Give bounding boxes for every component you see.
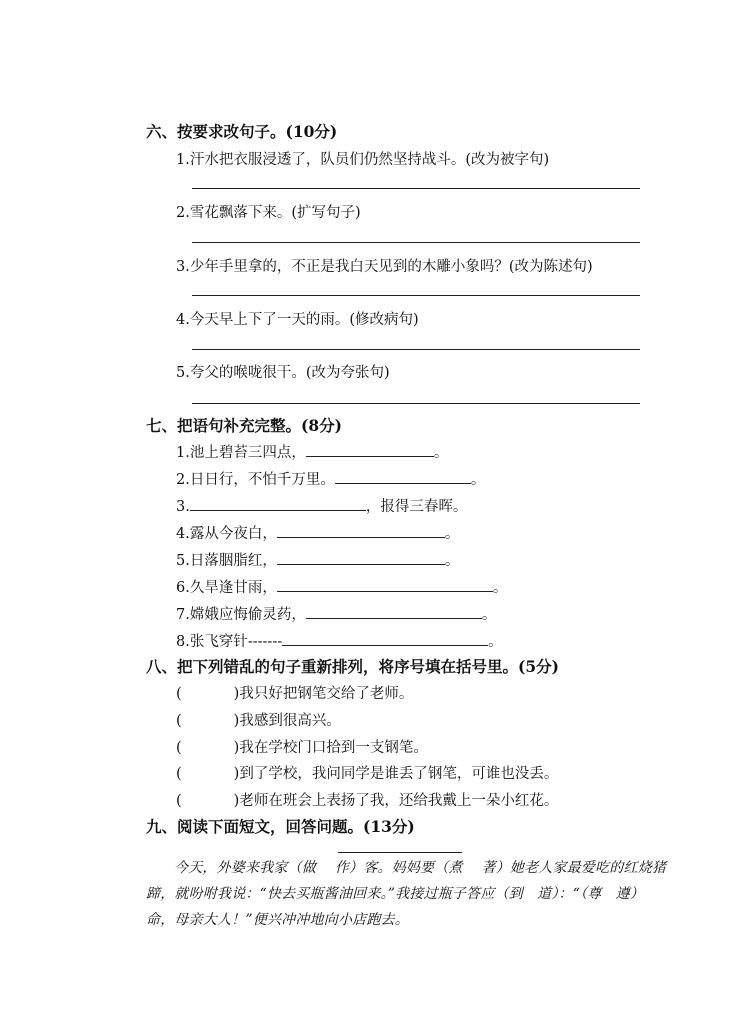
s7-item-3-blank[interactable]	[190, 496, 366, 511]
s8-sentence-5: 老师在班会上表扬了我，还给我戴上一朵小红花。	[239, 793, 559, 809]
s8-item-4	[176, 762, 558, 783]
s7-item-3-end: ，报得三春晖。	[365, 499, 468, 515]
s6-question-2: 2.雪花飘落下来。(扩写句子)	[176, 205, 361, 221]
s8-close-paren: )	[233, 766, 240, 782]
s6-question-5: 5.夸父的喉咙很干。(改为夸张句)	[176, 365, 390, 381]
s8-close-paren: )	[233, 793, 240, 809]
s6-answer-line-4[interactable]	[192, 349, 640, 350]
s7-item-5	[176, 549, 459, 570]
s6-answer-line-5[interactable]	[192, 403, 640, 404]
s8-close-paren: )	[233, 713, 240, 729]
s7-item-4-end: 。	[444, 526, 460, 542]
s7-item-1-end: 。	[433, 445, 449, 461]
section-9-heading: 九、阅读下面短文，回答问题。(13分)	[146, 817, 415, 836]
s7-item-6-end: 。	[492, 580, 508, 596]
s7-item-4-text: 4.露从今夜白，	[176, 526, 277, 542]
s8-item-2	[176, 709, 341, 730]
s7-item-2-text: 2.日日行，不怕千万里。	[176, 472, 335, 488]
s7-item-5-end: 。	[444, 553, 460, 569]
s7-item-8-end: 。	[488, 634, 503, 650]
s8-close-paren: )	[233, 686, 240, 702]
s8-close-paren: )	[233, 740, 240, 756]
s6-answer-line-2[interactable]	[192, 242, 640, 243]
s6-answer-line-3[interactable]	[192, 295, 640, 296]
s7-item-6-blank[interactable]	[277, 577, 493, 592]
s8-open-paren: (	[176, 740, 182, 756]
s8-open-paren: (	[176, 793, 182, 809]
s8-item-3	[176, 736, 428, 757]
s9-reading-passage	[146, 855, 668, 933]
s7-item-3	[176, 495, 467, 516]
s7-item-2-end: 。	[470, 472, 486, 488]
s7-item-1-blank[interactable]	[306, 442, 434, 457]
s8-sentence-2: 我感到很高兴。	[239, 713, 341, 729]
s8-item-1	[176, 682, 413, 703]
s7-item-2	[176, 468, 485, 489]
s7-item-5-blank[interactable]	[277, 550, 445, 565]
s7-item-7-text: 7.嫦娥应悔偷灵药，	[176, 607, 306, 623]
s6-question-3: 3.少年手里拿的，不正是我白天见到的木雕小象吗？(改为陈述句)	[176, 259, 593, 275]
s6-answer-line-1[interactable]	[192, 188, 640, 189]
s8-open-paren: (	[176, 766, 182, 782]
s8-open-paren: (	[176, 713, 182, 729]
s7-item-1-text: 1.池上碧苔三四点，	[176, 445, 306, 461]
section-8-heading: 八、把下列错乱的句子重新排列，将序号填在括号里。(5分)	[146, 657, 559, 676]
s7-item-3-text: 3.	[176, 499, 190, 515]
s7-item-8-blank[interactable]	[282, 631, 488, 646]
s7-item-4	[176, 522, 459, 543]
s8-sentence-3: 我在学校门口拾到一支钢笔。	[239, 740, 428, 756]
s7-item-8	[176, 630, 503, 651]
s7-item-2-blank[interactable]	[335, 469, 471, 484]
s7-item-6-text: 6.久旱逢甘雨，	[176, 580, 277, 596]
s9-title-blank[interactable]	[338, 852, 462, 853]
s8-open-paren: (	[176, 686, 182, 702]
section-6-heading: 六、按要求改句子。(10分)	[146, 122, 338, 141]
s8-item-5	[176, 789, 558, 810]
s7-item-7	[176, 603, 496, 624]
s7-item-6	[176, 576, 507, 597]
s7-item-8-text: 8.张飞穿针-------	[176, 634, 283, 650]
s7-item-5-text: 5.日落胭脂红，	[176, 553, 277, 569]
s7-item-7-blank[interactable]	[306, 604, 482, 619]
s7-item-1	[176, 441, 448, 462]
s6-question-1: 1.汗水把衣服浸透了，队员们仍然坚持战斗。(改为被字句)	[176, 152, 550, 168]
s7-item-4-blank[interactable]	[277, 523, 445, 538]
s6-question-4: 4.今天早上下了一天的雨。(修改病句)	[176, 312, 419, 328]
s7-item-7-end: 。	[481, 607, 497, 623]
s9-passage-text: 今天，外婆来我家（做 作）客。妈妈要（煮 著）她老人家最爱吃的红烧猪蹄，就吩咐我说：“快去买瓶酱油回来。”我接过瓶子答应（到 道）：“（尊 遵）命，母亲大人！”便兴冲冲地向小店跑去。	[146, 860, 667, 928]
section-7-heading: 七、把语句补充完整。(8分)	[146, 416, 342, 435]
s8-sentence-1: 我只好把钢笔交给了老师。	[239, 686, 414, 702]
s8-sentence-4: 到了学校，我问同学是谁丢了钢笔，可谁也没丢。	[239, 766, 559, 782]
